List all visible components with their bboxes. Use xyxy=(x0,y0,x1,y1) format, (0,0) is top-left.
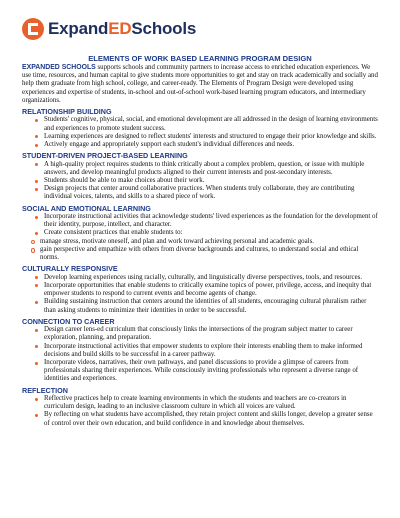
document-title: ELEMENTS OF WORK BASED LEARNING PROGRAM DESIGN xyxy=(88,54,312,63)
intro-text: supports schools and community partners to increase access to enriched education experiences. We use time, resources, and human capital to give students more opportunities to get and stay on track academically and socially and help them graduate from high school, college, and career-ready. The Elements of Program Design were developed using experiences and expertise of students, in-school and out-of-school work-based learning program educators, and intermediary organizations. xyxy=(22,64,378,104)
list-item: Learning experiences are designed to reflect students' interests and structured to engage their prior knowledge and skills. xyxy=(44,132,377,140)
sublist-social-emotional-learning xyxy=(22,238,378,263)
section-title-reflection: REFLECTION xyxy=(22,385,68,395)
logo xyxy=(22,12,378,46)
section-title-project-based-learning: STUDENT-DRIVEN PROJECT-BASED LEARNING xyxy=(22,151,188,161)
list-item: Building sustaining instruction that centers around the identities of all students, encouraging cultural pluralism rather than asking students to minimize their identities in order to be successful. xyxy=(44,298,378,314)
logo-mark-icon xyxy=(22,18,44,40)
section-list-culturally-responsive xyxy=(22,274,378,315)
section-list-connection-to-career xyxy=(22,326,378,383)
section-title-relationship-building: RELATIONSHIP BUILDING xyxy=(22,107,112,117)
list-item: By reflecting on what students have accomplished, they retain project content and skills longer, develop a greater sense of control over their own education, and build confidence in and knowledge about themselves. xyxy=(44,411,378,427)
section-list-social-emotional-learning xyxy=(22,213,378,238)
list-item: Incorporate instructional activities that acknowledge students' lived experiences as the foundation for the development of their identity, purpose, intellect, and character. xyxy=(44,213,378,229)
intro-lead: EXPANDED SCHOOLS xyxy=(22,64,96,71)
intro-paragraph xyxy=(22,64,378,105)
sub-list-item: gain perspective and empathize with others from diverse backgrounds and cultures, to understand social and ethical norms. xyxy=(40,246,378,262)
list-item: Students should be able to make choices about their work. xyxy=(44,177,378,185)
section-title-culturally-responsive: CULTURALLY RESPONSIVE xyxy=(22,264,118,274)
section-list-project-based-learning xyxy=(22,161,378,202)
list-item: Reflective practices help to create learning environments in which the students and teachers are co-creators in curriculum design, leading to an inclusive classroom culture in which all voices are valued. xyxy=(44,395,378,411)
list-item: A high-quality project requires students to think critically about a complex problem, question, or issue with multiple answers, and develop meaningful products aligned to their current interests and post-secondary interests. xyxy=(44,161,378,177)
list-item: Incorporate opportunities that enable students to critically examine topics of power, privilege, access, and inequity that empower students to respond to current events and become agents of change. xyxy=(44,282,378,298)
list-item: Design projects that center around collaborative practices. When students truly collaborate, they are contributing individual voices, talents, and skills to a shared piece of work. xyxy=(44,185,378,201)
list-item: Create consistent practices that enable students to: xyxy=(44,229,378,237)
section-list-reflection xyxy=(22,395,378,428)
section-list-relationship-building xyxy=(22,116,378,149)
section-title-connection-to-career: CONNECTION TO CAREER xyxy=(22,316,115,326)
logo-text: ExpandEDSchools xyxy=(48,19,197,38)
list-item: Incorporate instructional activities that empower students to explore their interests enabling them to make informed decisions and build skills to be successful in a career pathway. xyxy=(44,343,378,359)
list-item: Incorporate videos, narratives, their own pathways, and panel discussions to provide a glimpse of careers from professionals sharing their experiences. While consciously inviting professionals who represent a diverse range of identities and experiences. xyxy=(44,359,378,384)
section-title-social-emotional-learning: SOCIAL AND EMOTIONAL LEARNING xyxy=(22,203,151,213)
list-item: Develop learning experiences using racially, culturally, and linguistically diverse perspectives, tools, and resources. xyxy=(44,274,378,282)
sub-list-item: manage stress, motivate oneself, and plan and work toward achieving personal and academic goals. xyxy=(40,238,378,246)
list-item: Design career lens-ed curriculum that consciously links the intersections of the program subject matter to career exploration, planning, and preparation. xyxy=(44,326,378,342)
list-item: Actively engage and appropriately support each student's individual differences and needs. xyxy=(44,141,378,149)
list-item: Students' cognitive, physical, social, and emotional development are all addressed in the design of learning environments and experiences to promote student success. xyxy=(44,116,378,132)
